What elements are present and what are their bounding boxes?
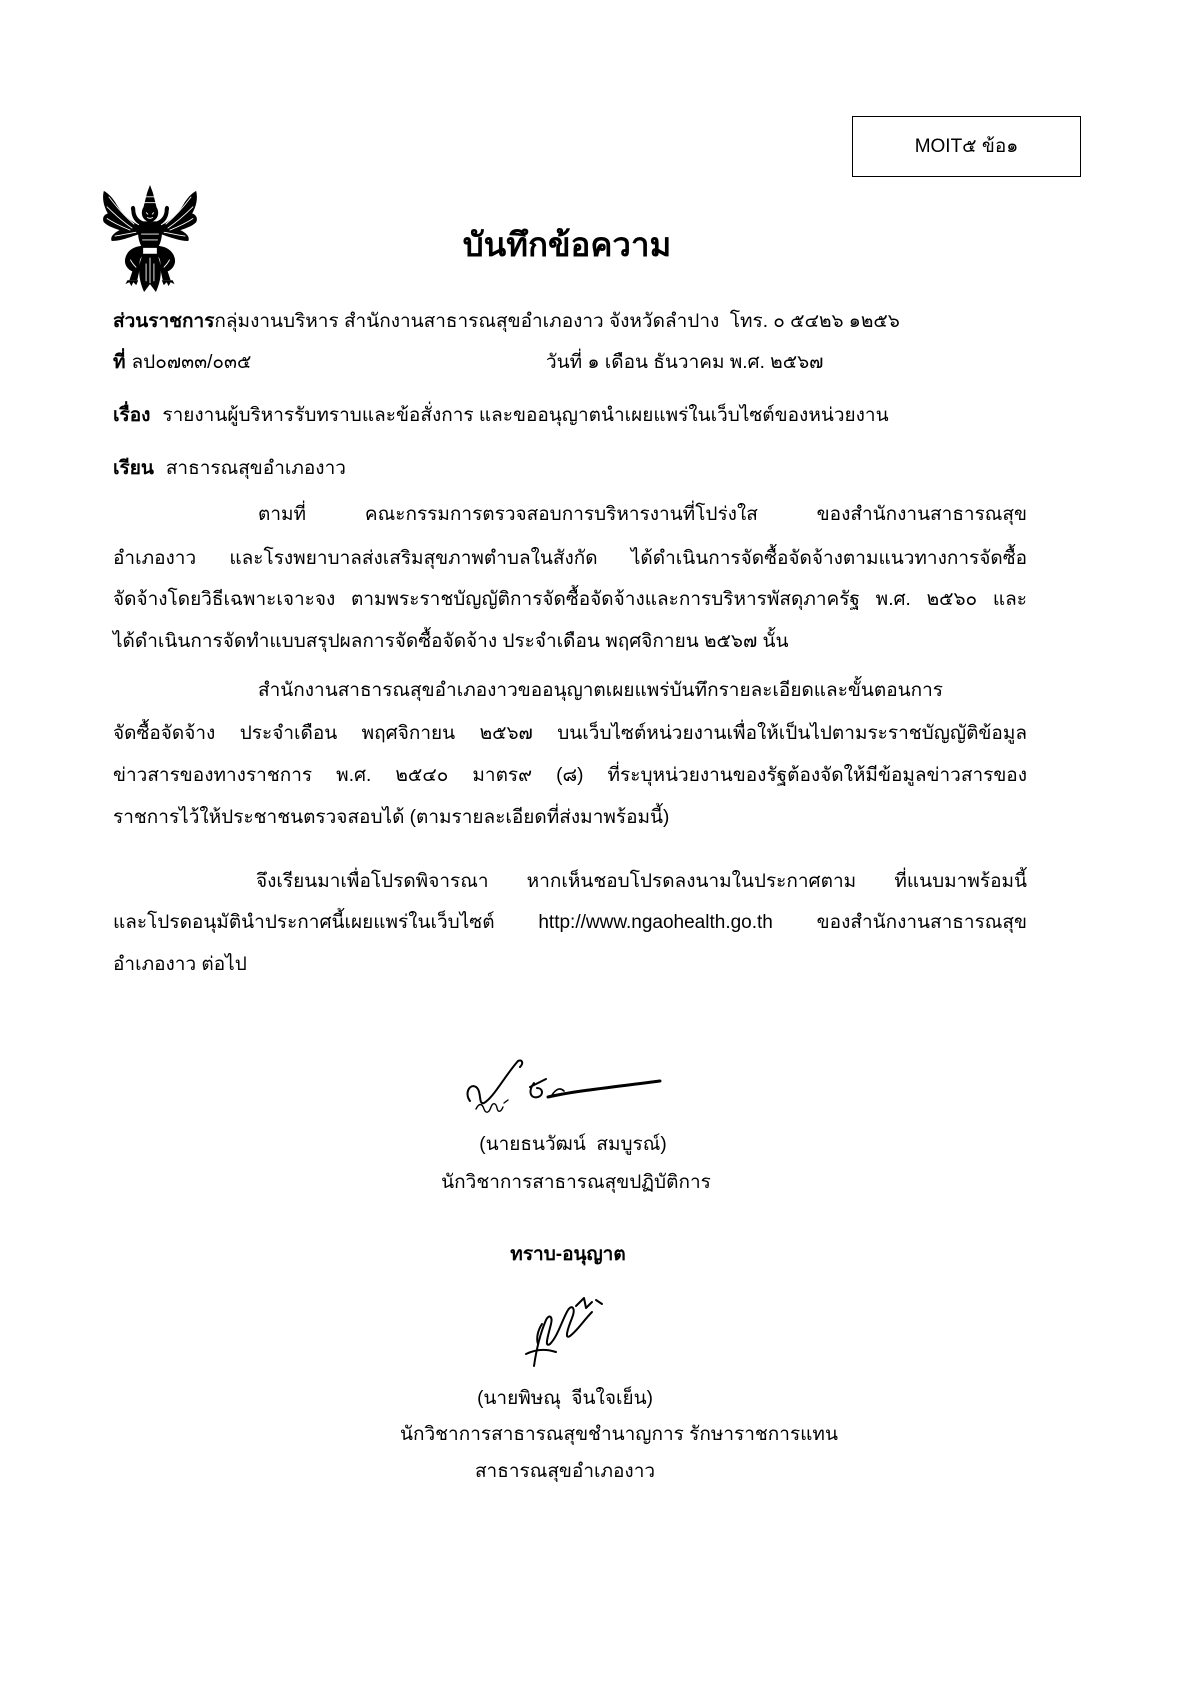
reference-number-label: ที่ — [113, 352, 126, 373]
approval-label: ทราบ-อนุญาต — [510, 1244, 626, 1265]
recipient-line — [113, 455, 346, 483]
paragraph-1-line: ตามที่ คณะกรรมการตรวจสอบการบริหารงานที่โปร่งใส ของสำนักงานสาธารณสุข — [258, 504, 1027, 525]
garuda-emblem-icon — [100, 185, 200, 293]
paragraph-1-line: จัดจ้างโดยวิธีเฉพาะเจาะจง ตามพระราชบัญญัติการจัดซื้อจัดจ้างและการบริหารพัสดุภาครัฐ พ.ศ. ๒๕๖๐ และ — [113, 589, 1027, 610]
page-title: บันทึกข้อความ — [462, 226, 672, 263]
approver-position-line-2: สาธารณสุขอำเภองาว — [474, 1461, 656, 1482]
paragraph-2-line: ข่าวสารของทางราชการ พ.ศ. ๒๕๔๐ มาตร๙ (๘) ที่ระบุหน่วยงานของรัฐต้องจัดให้มีข้อมูลข่าวสารของ — [113, 765, 1027, 786]
paragraph-3-line: และโปรดอนุมัตินำประกาศนี้เผยแพร่ในเว็บไซต์ http://www.ngaohealth.go.th ของสำนักงานสาธารณสุข — [113, 912, 1027, 933]
subject-label: เรื่อง — [113, 405, 151, 426]
reference-box — [852, 116, 1081, 177]
approver-position: นักวิชาการสาธารณสุขชำนาญการ รักษาราชการแทน — [400, 1424, 838, 1445]
reference-number-line — [113, 349, 251, 377]
paragraph-2-line: สำนักงานสาธารณสุขอำเภองาวขออนุญาตเผยแพร่บันทึกรายละเอียดและขั้นตอนการ — [258, 680, 943, 701]
approver-name: (นายพิษณุ จีนใจเย็น) — [477, 1388, 653, 1409]
subject-value: รายงานผู้บริหารรับทราบและข้อสั่งการ และขออนุญาตนำเผยแพร่ในเว็บไซต์ของหน่วยงาน — [162, 405, 889, 426]
agency-value: กลุ่มงานบริหาร สำนักงานสาธารณสุขอำเภองาว จังหวัดลำปาง โทร. ๐ ๕๔๒๖ ๑๒๕๖ — [214, 311, 900, 332]
signatory-1-position: นักวิชาการสาธารณสุขปฏิบัติการ — [441, 1172, 711, 1193]
subject-line — [113, 402, 889, 430]
agency-line — [113, 308, 900, 336]
agency-label: ส่วนราชการ — [113, 311, 215, 332]
reference-number-value: ลป๐๗๓๓/๐๓๕ — [131, 352, 252, 373]
reference-label: MOIT๕ ข้อ๑ — [914, 135, 1019, 157]
paragraph-3-line: อำเภองาว ต่อไป — [113, 954, 247, 975]
paragraph-3-line: จึงเรียนมาเพื่อโปรดพิจารณา หากเห็นชอบโปรดลงนามในประกาศตาม ที่แนบมาพร้อมนี้ — [256, 871, 1027, 892]
paragraph-2-line: จัดซื้อจัดจ้าง ประจำเดือน พฤศจิกายน ๒๕๖๗ บนเว็บไซต์หน่วยงานเพื่อให้เป็นไปตามระราชบัญญัติข้อมูล — [113, 723, 1027, 744]
recipient-label: เรียน — [113, 458, 154, 479]
signature-2 — [512, 1294, 610, 1368]
paragraph-1-line: อำเภองาว และโรงพยาบาลส่งเสริมสุขภาพตำบลในสังกัด ได้ดำเนินการจัดซื้อจัดจ้างตามแนวทางการจัดซื้อ — [113, 548, 1027, 569]
signature-1 — [464, 1057, 662, 1115]
date-line: วันที่ ๑ เดือน ธันวาคม พ.ศ. ๒๕๖๗ — [546, 352, 824, 373]
paragraph-1-line: ได้ดำเนินการจัดทำแบบสรุปผลการจัดซื้อจัดจ้าง ประจำเดือน พฤศจิกายน ๒๕๖๗ นั้น — [113, 631, 789, 652]
recipient-value: สาธารณสุขอำเภองาว — [165, 458, 346, 479]
signatory-1-name: (นายธนวัฒน์ สมบูรณ์) — [479, 1134, 667, 1155]
paragraph-2-line: ราชการไว้ให้ประชาชนตรวจสอบได้ (ตามรายละเอียดที่ส่งมาพร้อมนี้) — [113, 807, 670, 828]
